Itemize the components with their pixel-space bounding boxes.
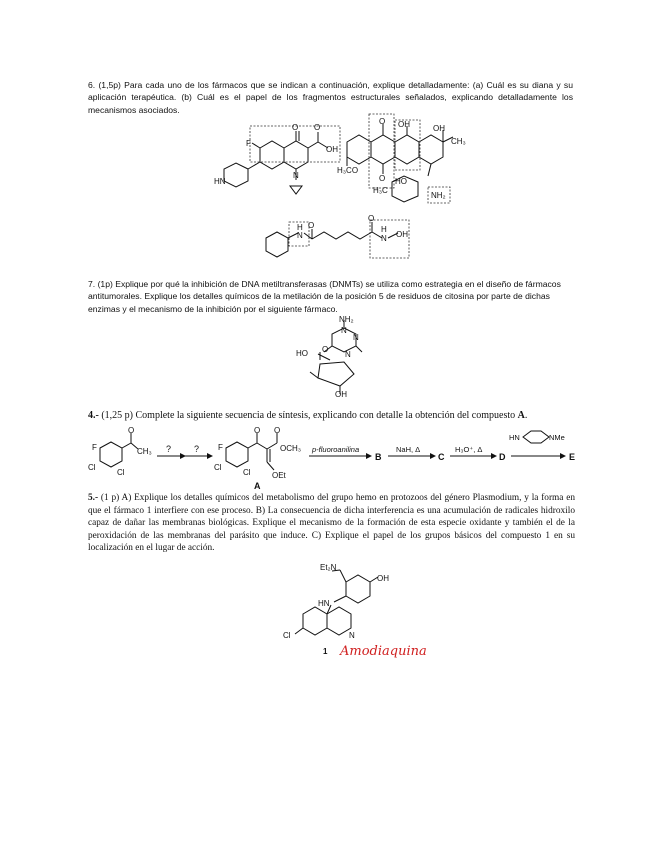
scheme-O-1: O bbox=[128, 426, 135, 435]
question-4-number: 4.- bbox=[88, 410, 99, 421]
scheme-label-D: D bbox=[499, 452, 506, 462]
handwritten-note: Amodiaquina bbox=[340, 644, 427, 659]
atom-N-vor2: N bbox=[381, 234, 387, 243]
atom-F: F bbox=[246, 139, 251, 148]
scheme-Cl-A1: Cl bbox=[214, 463, 222, 472]
atom-O: O bbox=[292, 123, 299, 132]
scheme-reagent-NMe: NMe bbox=[549, 433, 565, 442]
atom-O-dnmt: O bbox=[322, 345, 329, 354]
atom-Cl-amo: Cl bbox=[283, 631, 291, 640]
scheme-label-B: B bbox=[375, 452, 382, 462]
atom-O-vor: O bbox=[308, 221, 315, 230]
question-4: 4.- (1,25 p) Complete la siguiente secuencia de síntesis, explicando con detalle la obtención del compuesto A. bbox=[88, 410, 528, 421]
atom-O-2: O bbox=[314, 123, 321, 132]
atom-HN-amo: HN bbox=[318, 599, 330, 608]
question-4-compound: A bbox=[517, 410, 525, 421]
scheme-reagent-HN: HN bbox=[509, 433, 520, 442]
scheme-Cl-2: Cl bbox=[117, 468, 125, 477]
compound-number-1: 1 bbox=[323, 647, 328, 656]
scheme-question-1: ? bbox=[166, 444, 172, 454]
scheme-label-A: A bbox=[254, 481, 261, 491]
atom-N-vor: N bbox=[297, 231, 303, 240]
scheme-step3: H₃O⁺, Δ bbox=[455, 445, 483, 454]
question-6-text: (1,5p) Para cada uno de los fármacos que se indican a continuación, explique detalladamente: (a) Cuál es su diana y su aplicación terapéutica. (b) Cuál es el papel de los fragmentos estructurales señalados, explicando detalladamente los mecanismos asociados. bbox=[88, 80, 573, 115]
atom-NH2: NH₂ bbox=[431, 191, 446, 200]
atom-CH3: CH₃ bbox=[451, 137, 466, 146]
question-6-number: 6. bbox=[88, 80, 96, 90]
scheme-step2: NaH, Δ bbox=[396, 445, 421, 454]
question-5-number: 5.- bbox=[88, 493, 99, 503]
scheme-O-A1: O bbox=[254, 426, 261, 435]
atom-HO: HO bbox=[395, 177, 407, 186]
scheme-label-E: E bbox=[569, 452, 576, 462]
scheme-label-C: C bbox=[438, 452, 445, 462]
atom-N-dnmt2: N bbox=[353, 333, 359, 342]
atom-O-dox1: O bbox=[379, 117, 386, 126]
atom-OH-dox: OH bbox=[398, 120, 410, 129]
atom-H3C: H₃C bbox=[373, 186, 388, 195]
atom-OH-dnmt: OH bbox=[335, 390, 347, 399]
scheme-CH3: CH₃ bbox=[137, 447, 152, 456]
atom-OH-dox2: OH bbox=[433, 124, 445, 133]
scheme-OCH3: OCH₃ bbox=[280, 444, 302, 453]
atom-N-dnmt: N bbox=[341, 326, 347, 335]
atom-H-vor: H bbox=[297, 223, 303, 232]
atom-HO-dnmt: HO bbox=[296, 349, 308, 358]
atom-H3CO: H₃CO bbox=[337, 166, 359, 175]
atom-OH-vor: OH bbox=[396, 230, 408, 239]
atom-O-dox2: O bbox=[379, 174, 386, 183]
atom-N: N bbox=[293, 171, 299, 180]
atom-OH: OH bbox=[326, 145, 338, 154]
scheme-F: F bbox=[92, 443, 97, 452]
question-4-text: (1,25 p) Complete la siguiente secuencia de síntesis, explicando con detalle la obtención del compuesto bbox=[101, 410, 516, 421]
question-7-text: (1p) Explique por qué la inhibición de DNA metiltransferasas (DNMTs) se utiliza como estrategia en el diseño de fármacos antitumorales. Explique los detalles químicos de la metilación de la posición 5 de residuos de citosina por parte de dichas enzimas y el mecanismo de la inhibición por el siguiente fármaco. bbox=[88, 279, 561, 314]
scheme-Cl-1: Cl bbox=[88, 463, 96, 472]
atom-Et2N: Et₂N bbox=[320, 563, 337, 572]
atom-NH2-dnmt: NH₂ bbox=[339, 315, 354, 324]
atom-OH-amo: OH bbox=[377, 574, 389, 583]
atom-N-dnmt3: N bbox=[345, 350, 351, 359]
atom-H-vor2: H bbox=[381, 225, 387, 234]
scheme-OEt: OEt bbox=[272, 471, 286, 480]
question-5-text: (1 p) A) Explique los detalles químicos del metabolismo del grupo hemo en protozoos del género Plasmodium, y la forma en que el fármaco 1 interfiere con ese proceso. B) La consecuencia de dicha interferencia es una acumulación de radicales hidroxilo capaz de dañar las membranas biológicas. Explique el mecanismo de la formación de esta especie oxidante y también el de la peroxidación de las membranas del parásito que induce. C) Explique el papel de los grupos básicos del compuesto 1 en su localización en el lugar de acción. bbox=[88, 493, 575, 554]
scheme-question-2: ? bbox=[194, 444, 200, 454]
scheme-Cl-A2: Cl bbox=[243, 468, 251, 477]
atom-N-amo: N bbox=[349, 631, 355, 640]
scheme-step1: p-fluoroanilina bbox=[312, 445, 360, 454]
scheme-O-A2: O bbox=[274, 426, 281, 435]
atom-HN: HN bbox=[214, 177, 226, 186]
atom-O-vor2: O bbox=[368, 214, 375, 223]
scheme-F-A: F bbox=[218, 443, 223, 452]
question-7-number: 7. bbox=[88, 279, 96, 289]
